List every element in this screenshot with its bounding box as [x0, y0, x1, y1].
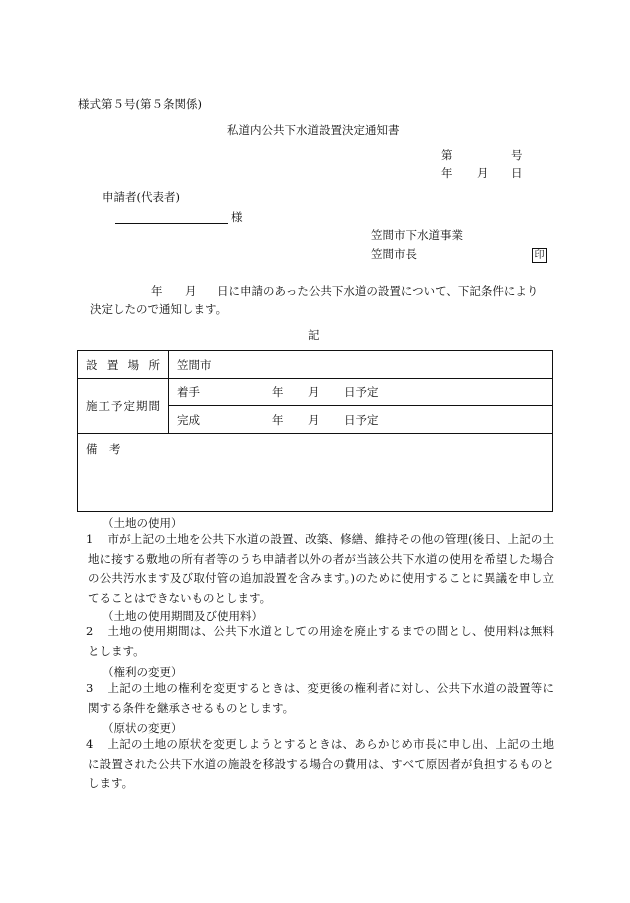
period-label-char: 予 — [111, 399, 123, 413]
table-row-location — [78, 351, 553, 379]
intro-line-1: 日に申請のあった公共下水道の設置について、下記条件により — [217, 284, 539, 298]
clause-1-heading: （土地の使用） — [102, 516, 183, 530]
doc-number-go: 号 — [511, 148, 523, 162]
complete-cell — [169, 406, 553, 434]
start-label: 着手 — [177, 385, 200, 399]
remarks-cell — [78, 434, 553, 512]
issuer-org: 笠間市下水道事業 — [371, 228, 463, 242]
intro-tsuki: 月 — [185, 284, 197, 298]
clause-3-text: 上記の土地の権利を変更するときは、変更後の権利者に対し、公共下水道の設置等に関する条件を継承させるものとします。 — [88, 681, 554, 715]
location-label-char: 置 — [106, 357, 119, 372]
clause-4-number: 4 — [86, 737, 94, 751]
date-hi: 日 — [511, 166, 523, 180]
applicant-name-line — [115, 223, 228, 224]
table-row-start — [78, 379, 553, 406]
conditions-table — [77, 350, 553, 512]
complete-tsuki: 月 — [308, 412, 320, 427]
remarks-label: 備 考 — [86, 442, 121, 456]
table-row-remarks — [78, 434, 553, 512]
period-label-char: 工 — [98, 399, 110, 413]
clause-3 — [88, 679, 554, 718]
clause-3-heading: （権利の変更） — [102, 665, 183, 679]
form-number: 様式第５号(第５条関係) — [78, 97, 202, 111]
ki-heading: 記 — [308, 328, 320, 342]
clause-4-heading: （原状の変更） — [102, 721, 183, 735]
doc-number-dai: 第 — [441, 148, 453, 162]
clause-1-text: 市が上記の土地を公共下水道の設置、改築、修繕、維持その他の管理(後日、上記の土地に接する敷地の所有者等のうち申請者以外の者が当該公共下水道の使用を希望した場合の公共汚水ます及び取付管の追加設置を含みます。)のために使用することに異議を申し立てることはできないものとします。 — [88, 532, 554, 605]
clause-2-text: 土地の使用期間は、公共下水道としての用途を廃止するまでの間とし、使用料は無料とします。 — [88, 624, 554, 658]
issuer-title: 笠間市長 — [371, 247, 417, 261]
seal-mark: 印 — [532, 248, 547, 263]
applicant-label: 申請者(代表者) — [102, 190, 180, 204]
period-label-char: 定 — [123, 399, 135, 413]
complete-yotei: 日予定 — [344, 412, 379, 427]
intro-line-2: 決定したので通知します。 — [90, 302, 228, 316]
period-label-char: 間 — [148, 399, 160, 413]
start-yotei: 日予定 — [344, 385, 379, 399]
date-tsuki: 月 — [477, 166, 489, 180]
location-label — [78, 351, 169, 379]
period-label — [78, 379, 169, 434]
start-tsuki: 月 — [308, 385, 320, 399]
clause-4-text: 上記の土地の原状を変更しようとするときは、あらかじめ市長に申し出、上記の土地に設置された公共下水道の施設を移設する場合の費用は、すべて原因者が負担するものとします。 — [88, 737, 554, 791]
clause-1 — [88, 530, 554, 608]
complete-label: 完成 — [177, 412, 200, 427]
location-label-char: 場 — [127, 357, 140, 372]
period-label-char: 期 — [136, 399, 148, 413]
clause-4 — [88, 735, 554, 794]
date-nen: 年 — [441, 166, 453, 180]
document-title: 私道内公共下水道設置決定通知書 — [227, 123, 400, 137]
location-label-char: 設 — [86, 357, 98, 372]
clause-3-number: 3 — [86, 681, 94, 695]
location-label-char: 所 — [148, 357, 160, 372]
period-label-char: 施 — [86, 399, 98, 413]
start-cell — [169, 379, 553, 406]
clause-2-heading: （土地の使用期間及び使用料） — [102, 609, 263, 623]
applicant-honorific: 様 — [231, 210, 243, 224]
location-value: 笠間市 — [169, 351, 553, 379]
clause-1-number: 1 — [86, 532, 94, 546]
clause-2 — [88, 622, 554, 661]
clause-2-number: 2 — [86, 624, 94, 638]
complete-nen: 年 — [272, 412, 284, 427]
intro-nen: 年 — [151, 284, 163, 298]
start-nen: 年 — [272, 385, 284, 399]
